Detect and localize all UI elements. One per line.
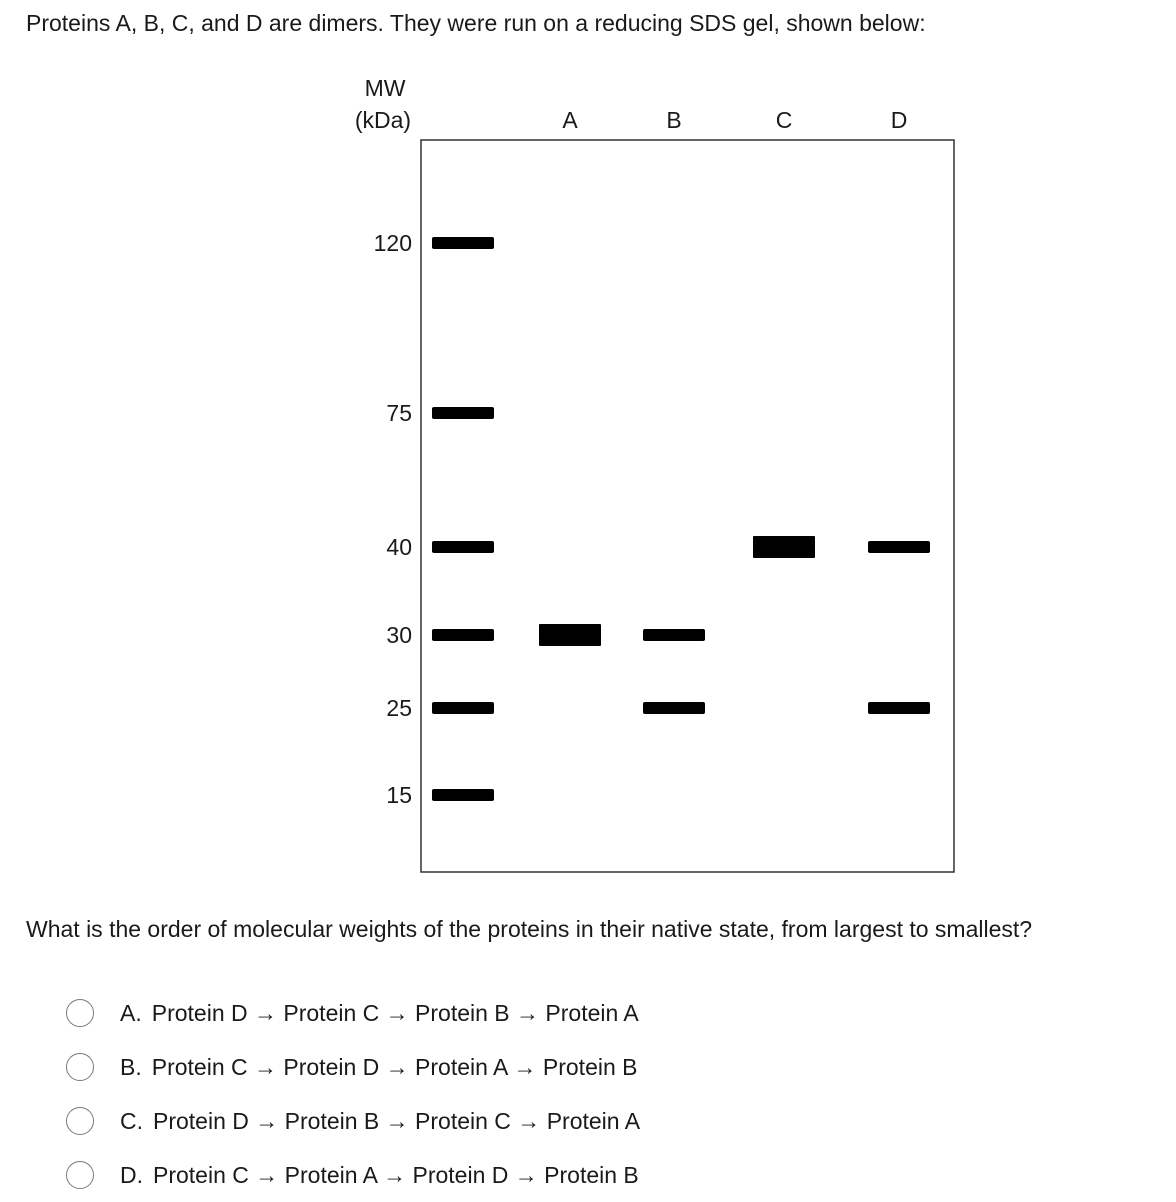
option-text: Protein C → Protein A → Protein D → Protein B [153,1162,639,1188]
option-text: Protein C → Protein D → Protein A → Protein B [151,1054,638,1080]
band-lane-b-25kda [643,702,705,714]
sds-gel-figure [330,66,970,886]
mw-axis-label-line1: MW [364,75,406,101]
band-lane-c-40kda [753,536,815,558]
gel-frame [421,140,954,872]
band-lane-d-25kda [868,702,930,714]
lane-label-c: C [775,107,793,133]
question-intro: Proteins A, B, C, and D are dimers. They were run on a reducing SDS gel, shown below: [26,10,926,36]
band-lane-a-30kda [539,624,601,646]
ladder-band-30 [432,629,494,641]
ladder-band-120 [432,237,494,249]
lane-label-d: D [890,107,908,133]
ladder-label-15: 15 [386,782,412,808]
ladder-label-120: 120 [373,230,412,256]
option-text: Protein D → Protein C → Protein B → Protein A [151,1000,639,1026]
ladder-label-25: 25 [386,695,412,721]
answer-option-c-label[interactable] [120,1106,640,1136]
mw-axis-label-line2: (kDa) [354,107,412,133]
answer-option-d[interactable] [66,1148,826,1202]
answer-option-d-label[interactable] [120,1160,639,1190]
answer-option-b[interactable] [66,1040,826,1094]
option-letter: B. [120,1054,142,1080]
ladder-label-40: 40 [386,534,412,560]
option-letter: C. [120,1108,143,1134]
question-prompt: What is the order of molecular weights of the proteins in their native state, from largest to smallest? [26,916,1033,942]
radio-button-a[interactable] [66,999,94,1027]
band-lane-d-40kda [868,541,930,553]
radio-button-c[interactable] [66,1107,94,1135]
ladder-label-30: 30 [386,622,412,648]
option-letter: D. [120,1162,143,1188]
answer-option-c[interactable] [66,1094,826,1148]
lane-label-a: A [562,107,578,133]
answer-options [66,986,826,1202]
band-lane-b-30kda [643,629,705,641]
lane-labels [562,107,907,133]
lane-label-b: B [666,107,682,133]
option-letter: A. [120,1000,142,1026]
answer-option-b-label[interactable] [120,1052,638,1082]
answer-option-a[interactable] [66,986,826,1040]
sds-gel-image [330,66,970,886]
ladder-band-40 [432,541,494,553]
ladder-label-75: 75 [386,400,412,426]
ladder-band-25 [432,702,494,714]
option-text: Protein D → Protein B → Protein C → Protein A [153,1108,641,1134]
radio-button-b[interactable] [66,1053,94,1081]
ladder-band-75 [432,407,494,419]
ladder-band-15 [432,789,494,801]
radio-button-d[interactable] [66,1161,94,1189]
answer-option-a-label[interactable] [120,998,639,1028]
